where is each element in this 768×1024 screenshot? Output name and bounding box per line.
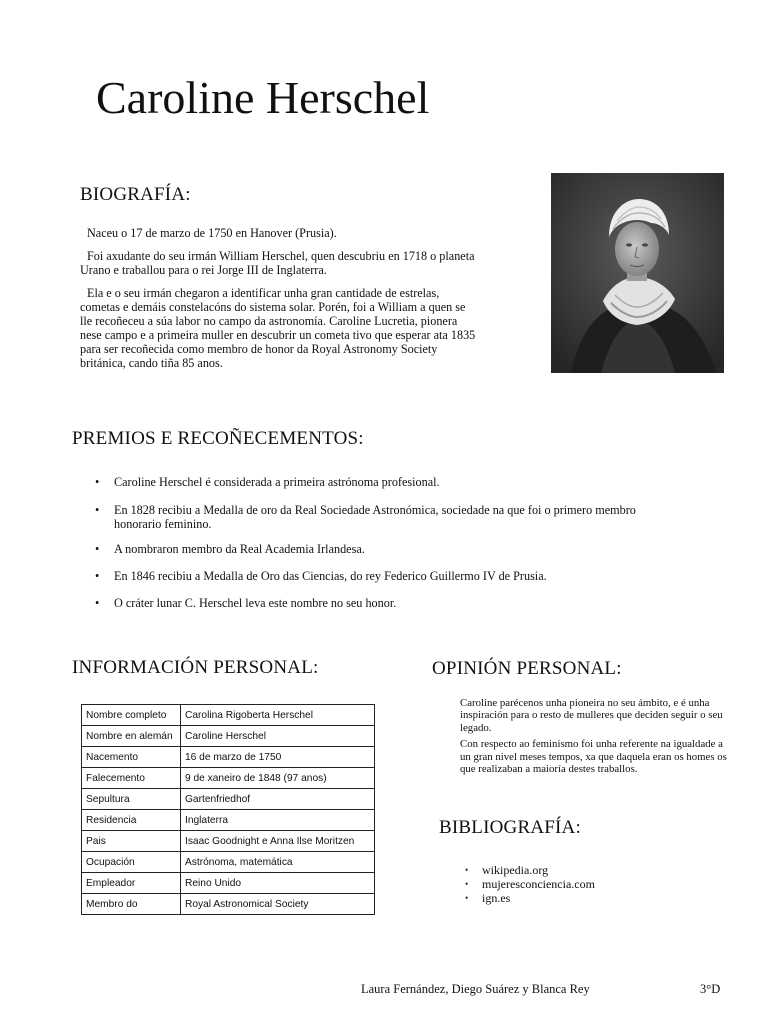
table-row: [82, 747, 375, 768]
list-item: [465, 863, 595, 877]
personal-info-heading: INFORMACIÓN PERSONAL:: [72, 657, 319, 678]
personal-info-table: [81, 704, 375, 915]
table-label: Falecemento: [82, 768, 181, 789]
table-value: Reino Unido: [181, 873, 375, 894]
award-text: O cráter lunar C. Herschel leva este nombre no seu honor.: [114, 596, 397, 610]
bibliography-heading: BIBLIOGRAFÍA:: [439, 817, 581, 838]
portrait-drawing: [551, 173, 724, 373]
award-text: Caroline Herschel é considerada a primeira astrónoma profesional.: [114, 475, 440, 489]
bullet-icon: •: [95, 542, 100, 556]
list-item: [95, 569, 655, 583]
bullet-icon: •: [465, 865, 469, 875]
portrait-image: [551, 173, 724, 373]
biography-paragraph: Naceu o 17 de marzo de 1750 en Hanover (Prusia).: [87, 226, 337, 240]
table-value: Carolina Rigoberta Herschel: [181, 705, 375, 726]
list-item: [95, 475, 655, 489]
table-label: Membro do: [82, 894, 181, 915]
award-text: En 1846 recibiu a Medalla de Oro das Ciencias, do rey Federico Guillermo IV de Prusia.: [114, 569, 547, 583]
table-row: [82, 852, 375, 873]
table-row: [82, 810, 375, 831]
opinion-heading: OPINIÓN PERSONAL:: [432, 658, 622, 679]
table-label: Pais: [82, 831, 181, 852]
awards-list: [95, 472, 655, 610]
list-item: [95, 503, 655, 531]
bullet-icon: •: [95, 475, 100, 489]
table-label: Sepultura: [82, 789, 181, 810]
bullet-icon: •: [465, 893, 469, 903]
table-label: Nacemento: [82, 747, 181, 768]
list-item: [465, 877, 595, 891]
table-row: [82, 789, 375, 810]
table-value: Royal Astronomical Society: [181, 894, 375, 915]
biography-heading: BIOGRAFÍA:: [80, 184, 191, 205]
table-row: [82, 726, 375, 747]
table-label: Empleador: [82, 873, 181, 894]
biography-paragraph: Foi axudante do seu irmán William Herschel, quen descubriu en 1718 o planeta Urano e traballou para o rei Jorge III de Inglaterra.: [80, 249, 475, 277]
table-value: Isaac Goodnight e Anna Ilse Moritzen: [181, 831, 375, 852]
table-row: [82, 873, 375, 894]
table-row: [82, 705, 375, 726]
list-item: [95, 596, 655, 610]
table-value: Gartenfriedhof: [181, 789, 375, 810]
table-row: [82, 768, 375, 789]
bibliography-source: wikipedia.org: [482, 863, 549, 877]
table-label: Ocupación: [82, 852, 181, 873]
bullet-icon: •: [95, 503, 100, 517]
award-text: En 1828 recibiu a Medalla de oro da Real Sociedade Astronómica, sociedade na que foi o primero membro honorario feminino.: [114, 503, 636, 531]
table-label: Residencia: [82, 810, 181, 831]
opinion-text: [460, 697, 730, 779]
opinion-paragraph: Caroline parécenos unha pioneira no seu ámbito, e é unha inspiración para o resto de mulleres que deciden seguir o seu legado.: [460, 697, 723, 734]
biography-paragraph: Ela e o seu irmán chegaron a identificar unha gran cantidade de estrelas, cometas e demáis constelacóns do sistema solar. Porén, foi a William a quen se lle recoñeceu a súa labor no campo da astronomía. Caroline Lucretia, pionera nese campo e a primeira muller en descubrir un cometa tivo que esperar ata 1835 para ser recoñecida como membro de honor da Royal Astronomy Society británica, cando tiña 85 anos.: [80, 286, 476, 370]
bullet-icon: •: [465, 879, 469, 889]
table-value: Astrónoma, matemática: [181, 852, 375, 873]
page-title: Caroline Herschel: [96, 72, 430, 123]
table-value: 16 de marzo de 1750: [181, 747, 375, 768]
list-item: [465, 891, 595, 905]
bullet-icon: •: [95, 596, 100, 610]
footer-class: 3°D: [700, 982, 721, 996]
table-value: 9 de xaneiro de 1848 (97 anos): [181, 768, 375, 789]
footer-authors: Laura Fernández, Diego Suárez y Blanca Rey: [361, 982, 590, 996]
bibliography-source: ign.es: [482, 891, 511, 905]
bibliography-list: [465, 863, 595, 905]
table-row: [82, 894, 375, 915]
table-label: Nombre en alemán: [82, 726, 181, 747]
bibliography-source: mujeresconciencia.com: [482, 877, 595, 891]
awards-heading: PREMIOS E RECOÑECEMENTOS:: [72, 428, 364, 449]
table-value: Caroline Herschel: [181, 726, 375, 747]
biography-text: [80, 226, 480, 379]
table-value: Inglaterra: [181, 810, 375, 831]
list-item: [95, 542, 655, 556]
table-row: [82, 831, 375, 852]
award-text: A nombraron membro da Real Academia Irlandesa.: [114, 542, 365, 556]
opinion-paragraph: Con respecto ao feminismo foi unha referente na igualdade a un gran nivel meses tempos, xa que daquela eran os homes os que realizaban a maioría destes traballos.: [460, 738, 727, 776]
table-label: Nombre completo: [82, 705, 181, 726]
bullet-icon: •: [95, 569, 100, 583]
